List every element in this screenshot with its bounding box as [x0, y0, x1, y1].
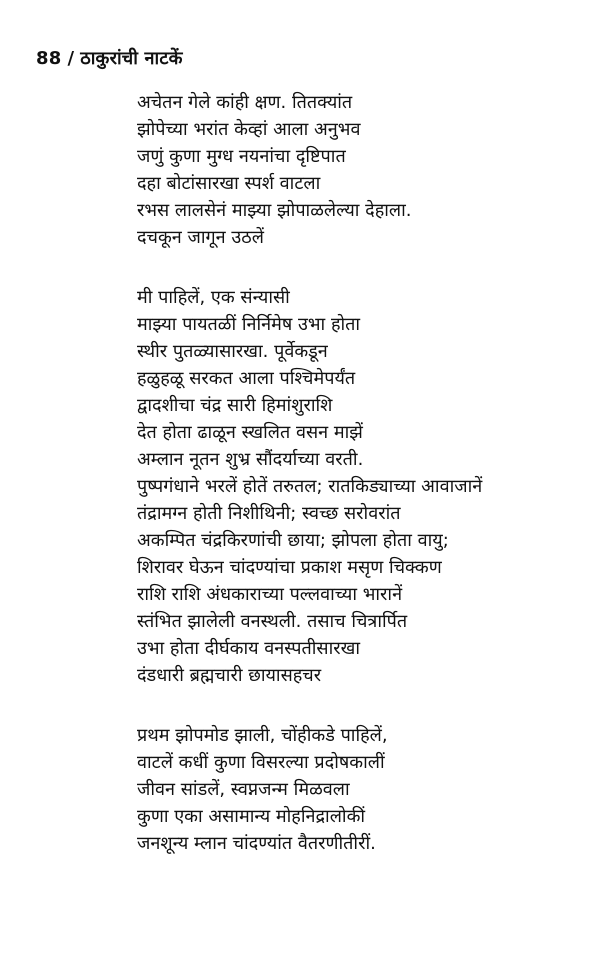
poem-line: दचकून जागून उठलें — [137, 227, 264, 248]
poem-line: पुष्पगंधाने भरलें होतें तरुतल; रातकिड्याच्या आवाजानें — [137, 476, 483, 497]
poem-line: हळुहळू सरकत आला पश्चिमेपर्यंत — [137, 368, 356, 389]
stanza-2 — [137, 284, 577, 689]
poem-line: रभस लालसेनं माझ्या झोपाळलेल्या देहाला. — [137, 200, 412, 221]
stanza-1 — [137, 89, 577, 251]
header-separator: / — [67, 48, 75, 69]
poem-line: जणुं कुणा मुग्ध नयनांचा दृष्टिपात — [137, 146, 346, 167]
poem-line: प्रथम झोपमोड झाली, चोंहीकडे पाहिलें, — [137, 725, 388, 746]
poem-line: जनशून्य म्लान चांदण्यांत वैतरणीतीरीं. — [137, 833, 376, 854]
page-number: 88 — [36, 48, 62, 69]
poem-line: मी पाहिलें, एक संन्यासी — [137, 287, 290, 308]
poem-line: स्तंभित झालेली वनस्थली. तसाच चित्रार्पित — [137, 611, 408, 632]
poem-line: उभा होता दीर्घकाय वनस्पतीसारखा — [137, 638, 360, 659]
poem-line: स्थीर पुतळ्यासारखा. पूर्वेकडून — [137, 341, 328, 362]
poem-line: अकम्पित चंद्रकिरणांची छाया; झोपला होता वायु; — [137, 530, 449, 551]
poem-line: वाटलें कधीं कुणा विसरल्या प्रदोषकालीं — [137, 752, 385, 773]
book-title: ठाकुरांची नाटकें — [80, 48, 183, 69]
poem-line: अचेतन गेले कांही क्षण. तितक्यांत — [137, 92, 353, 113]
stanza-3 — [137, 722, 577, 857]
poem-body — [137, 89, 577, 857]
poem-line: अम्लान नूतन शुभ्र सौंदर्याच्या वरती. — [137, 449, 364, 470]
poem-line: दंडधारी ब्रह्मचारी छायासहचर — [137, 665, 322, 686]
poem-line: द्वादशीचा चंद्र सारी हिमांशुराशि — [137, 395, 333, 416]
poem-line: तंद्रामग्न होती निशीथिनी; स्वच्छ सरोवरांत — [137, 503, 401, 524]
poem-line: कुणा एका असामान्य मोहनिद्रालोकीं — [137, 806, 366, 827]
poem-line: शिरावर घेऊन चांदण्यांचा प्रकाश मसृण चिक्कण — [137, 557, 442, 578]
poem-line: झोपेच्या भरांत केव्हां आला अनुभव — [137, 119, 361, 140]
running-header — [36, 46, 183, 70]
poem-line: राशि राशि अंधकाराच्या पल्लवाच्या भारानें — [137, 584, 403, 605]
poem-line: माझ्या पायतळीं निर्निमेष उभा होता — [137, 314, 361, 335]
poem-line: जीवन सांडलें, स्वप्नजन्म मिळवला — [137, 779, 350, 800]
poem-line: दहा बोटांसारखा स्पर्श वाटला — [137, 173, 321, 194]
poem-line: देत होता ढाळून स्खलित वसन माझें — [137, 422, 363, 443]
